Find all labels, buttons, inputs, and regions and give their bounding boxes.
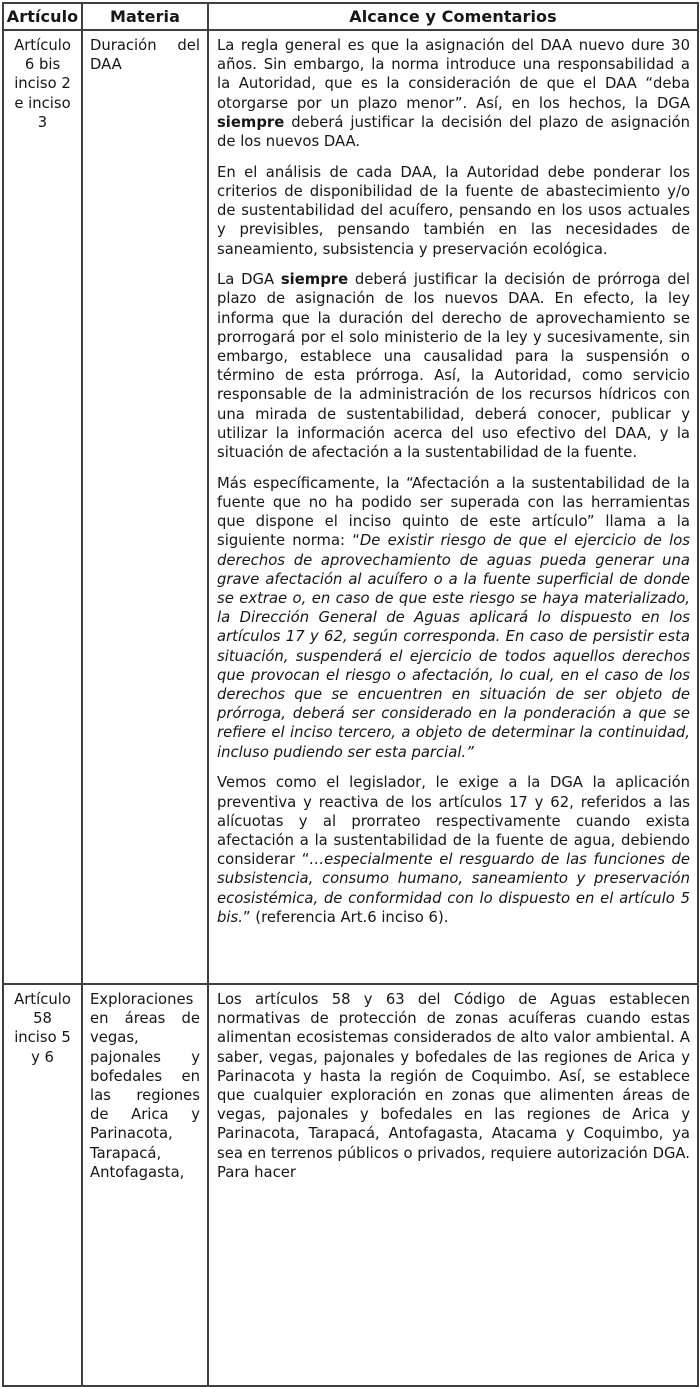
header-cell-materia bbox=[83, 4, 209, 29]
header-label-articulo: Artículo bbox=[6, 7, 79, 26]
cell-alcance-exploraciones bbox=[209, 985, 697, 1385]
legal-commentary-table bbox=[2, 2, 699, 1387]
paragraph bbox=[217, 163, 690, 259]
bold-text: siempre bbox=[280, 271, 349, 289]
paragraph bbox=[217, 773, 690, 927]
cell-materia-exploraciones: Exploraciones en áreas de vegas, pajonales y bofedales en las regiones de Arica y Parinacota, Tarapacá, Antofagasta, bbox=[83, 985, 209, 1385]
body-text: ” (referencia Art.6 inciso 6). bbox=[242, 908, 449, 926]
body-text: En el análisis de cada DAA, la Autoridad debe ponderar los criterios de disponibilidad de la fuente de abastecimiento y/o de sustentabilidad del acuífero, pensando en los usos actuales y previsibles, pensando también en las necesidades de saneamiento, subsistencia y preservación ecológica. bbox=[217, 163, 690, 258]
cell-alcance-duracion-daa bbox=[209, 31, 697, 983]
cell-articulo-58: Artículo 58 inciso 5 y 6 bbox=[4, 985, 83, 1385]
body-text: deberá justificar la decisión de prórroga del plazo de asignación de los nuevos DAA. En efecto, la ley informa que la duración del derecho de aprovechamiento se prorrogará por el solo ministerio de la ley y sucesivamente, sin embargo, establece una causalidad para la suspensión o término de esta prórroga. Así, la Autoridad, como servicio responsable de la administración de los recursos hídricos con una mirada de sustentabilidad, deberá conocer, publicar y utilizar la información acerca del uso efectivo del DAA, y la situación de afectación a la sustentabilidad de la fuente. bbox=[217, 271, 691, 462]
paragraph bbox=[217, 474, 690, 762]
body-text: deberá justificar la decisión del plazo de asignación de los nuevos DAA. bbox=[217, 113, 690, 151]
paragraph bbox=[217, 36, 690, 151]
paragraph bbox=[217, 270, 690, 462]
cell-articulo-6-bis: Artículo 6 bis inciso 2 e inciso 3 bbox=[4, 31, 83, 983]
body-text: La regla general es que la asignación del DAA nuevo dure 30 años. Sin embargo, la norma introduce una responsabilidad a la Autoridad, que es la consideración de que el DAA “deba otorgarse por un plazo menor”. Así, en los hechos, la DGA bbox=[217, 37, 690, 112]
body-text: Más específicamente, la “Afectación a la sustentabilidad de la fuente que no ha podido ser superada con las herramientas que dispone el inciso quinto de este artículo” llama a la siguiente norma: “ bbox=[217, 474, 690, 550]
body-text: Los artículos 58 y 63 del Código de Aguas establecen normativas de protección de zonas acuíferas cuando estas alimentan ecosistemas considerados de alto valor ambiental. A saber, vegas, pajonales y bofedales de las regiones de Arica y Parinacota y hasta la región de Coquimbo. Así, se establece que cualquier exploración en zonas que alimenten áreas de vegas, pajonales y bofedales en las regiones de Arica y Parinacota, Tarapacá, Antofagasta, Atacama y Coquimbo, ya sea en terrenos públicos o privados, requiere autorización DGA. Para hacer bbox=[217, 991, 690, 1181]
header-cell-articulo bbox=[4, 4, 83, 29]
header-label-alcance: Alcance y Comentarios bbox=[349, 7, 557, 26]
italic-quote-text: …especialmente el resguardo de las funciones de subsistencia, consumo humano, saneamiento y preservación ecosistémica, de conformidad con lo dispuesto en el artículo 5 bis. bbox=[217, 851, 690, 926]
table-header-row bbox=[4, 4, 697, 31]
table-row-articulo-58 bbox=[4, 985, 697, 1385]
body-text: La DGA bbox=[217, 271, 281, 289]
body-text: Vemos como el legislador, le exige a la DGA la aplicación preventiva y reactiva de los artículos 17 y 62, referidos a las alícuotas y al prorrateo respectivamente cuando exista afectación a la sustentabilidad de la fuente de agua, debiendo considerar “ bbox=[217, 774, 690, 869]
header-label-materia: Materia bbox=[109, 7, 181, 26]
italic-quote-text: De existir riesgo de que el ejercicio de los derechos de aprovechamiento de aguas pueda generar una grave afectación al acuífero o a la fuente superficial de donde se extrae o, en caso de que este riesgo se haya materializado, la Dirección General de Aguas aplicará lo dispuesto en los artículos 17 y 62, según corresponda. En caso de persistir esta situación, suspenderá el ejercicio de todos aquellos derechos que provocan el riesgo o afectación, lo cual, en el caso de los derechos que se encuentren en situación de ser objeto de prórroga, deberá ser considerado en la ponderación a que se refiere el inciso tercero, a objeto de determinar la continuidad, incluso pudiendo ser esta parcial.” bbox=[217, 532, 690, 761]
bold-text: siempre bbox=[217, 113, 285, 131]
table-row-articulo-6-bis bbox=[4, 31, 697, 985]
header-cell-alcance bbox=[209, 4, 697, 29]
paragraph bbox=[217, 990, 690, 1182]
cell-materia-duracion-daa: Duración del DAA bbox=[83, 31, 209, 983]
